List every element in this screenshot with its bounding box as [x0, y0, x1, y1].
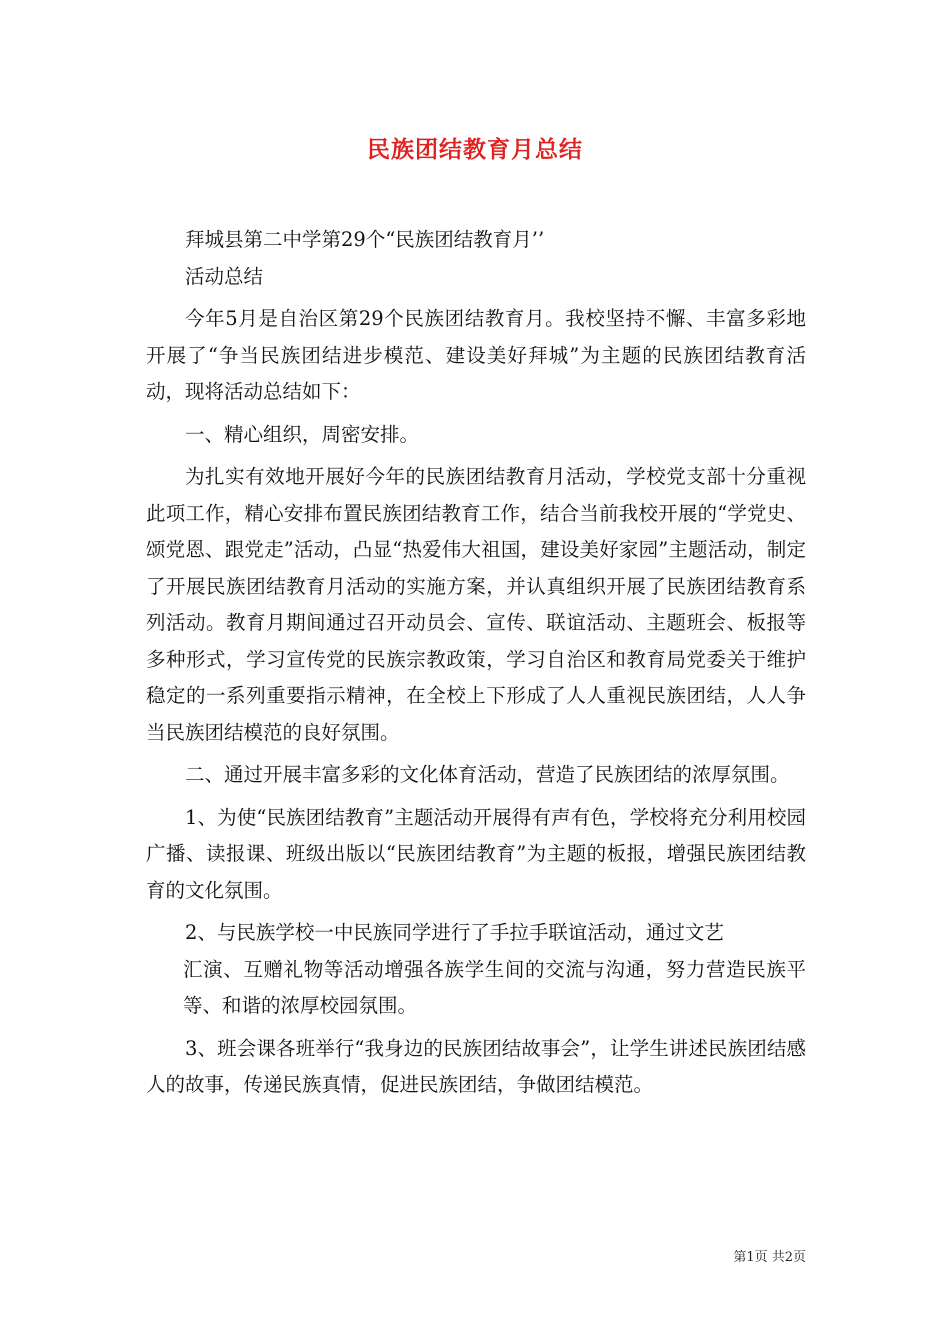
paragraph-item-two: 2、与民族学校一中民族同学进行了手拉手联谊活动，通过文艺 — [185, 921, 724, 944]
document-title: 民族团结教育月总结 — [367, 136, 583, 163]
paragraph-intro: 今年5月是自治区第29个民族团结教育月。我校坚持不懈、丰富多彩地开展了“争当民族团结进步模范、建设美好拜城”为主题的民族团结教育活动，现将活动总结如下： — [146, 307, 806, 403]
page-indicator: 第1页 共2页 — [733, 1250, 806, 1265]
paragraph-item-two-continued: 汇演、互赠礼物等活动增强各族学生间的交流与沟通，努力营造民族平等、和谐的浓厚校园氛围。 — [183, 957, 806, 1017]
paragraph-section-one-body: 为扎实有效地开展好今年的民族团结教育月活动，学校党支部十分重视此项工作，精心安排布置民族团结教育工作，结合当前我校开展的“学党史、颂党恩、跟党走”活动，凸显“热爱伟大祖国，建设美好家园”主题活动，制定了开展民族团结教育月活动的实施方案，并认真组织开展了民族团结教育系列活动。教育月期间通过召开动员会、宣传、联谊活动、主题班会、板报等多种形式，学习宣传党的民族宗教政策，学习自治区和教育局党委关于维护稳定的一系列重要指示精神，在全校上下形成了人人重视民族团结，人人争当民族团结模范的良好氛围。 — [146, 465, 806, 744]
paragraph-item-one: 1、为使“民族团结教育”主题活动开展得有声有色，学校将充分利用校园广播、读报课、班级出版以“民族团结教育”为主题的板报，增强民族团结教育的文化氛围。 — [146, 805, 806, 902]
paragraph-summary-label: 活动总结 — [185, 264, 264, 288]
paragraph-section-one-heading: 一、精心组织，周密安排。 — [185, 422, 420, 446]
document-body — [146, 222, 806, 1104]
paragraph-item-three: 3、班会课各班举行“我身边的民族团结故事会”，让学生讲述民族团结感人的故事，传递民族真情，促进民族团结，争做团结模范。 — [146, 1036, 806, 1096]
paragraph-section-two-heading: 二、通过开展丰富多彩的文化体育活动，营造了民族团结的浓厚氛围。 — [185, 763, 790, 786]
paragraph-school-heading: 拜城县第二中学第29个“民族团结教育月’’ — [185, 228, 545, 251]
